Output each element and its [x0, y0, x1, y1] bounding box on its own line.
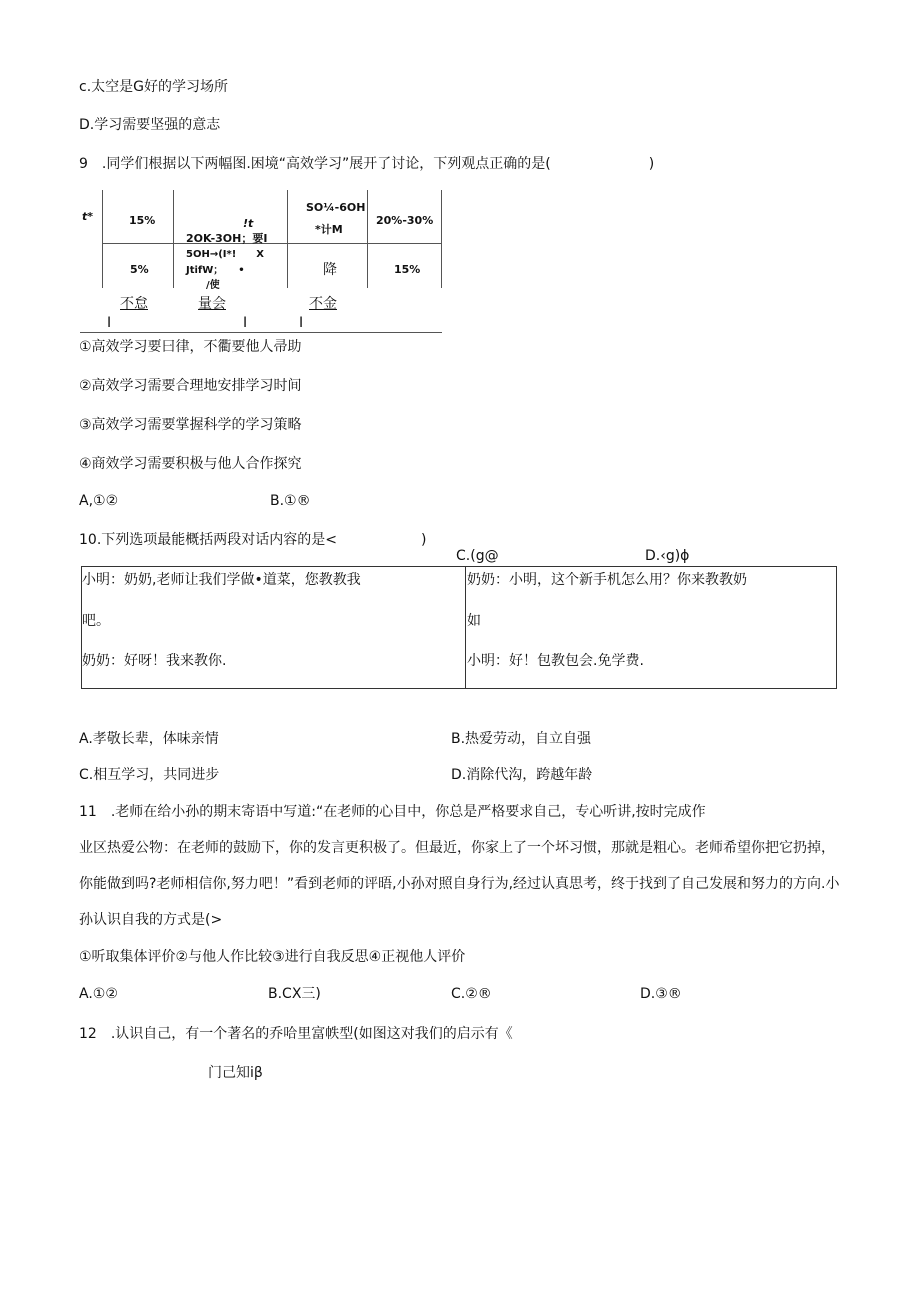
dialogue-right-line: 如: [467, 613, 481, 629]
dialogue-table: [81, 566, 837, 689]
question-10-answer-a: A.孝敬长辈，体味亲情: [79, 731, 219, 747]
question-12-figure-label: 门己知iβ: [208, 1065, 263, 1081]
question-9-stem: 9 .同学们根据以下两幅图.困境“高效学习”展开了讨论，下列观点正确的是( ): [79, 156, 655, 172]
dialogue-divider: [465, 567, 466, 688]
figure-cell: 5OH→(I*! X: [186, 249, 264, 260]
figure-cell: 降: [323, 262, 337, 278]
dialogue-left-line: 奶奶：好呀！我来教你.: [82, 653, 227, 669]
figure-cell: !t: [243, 217, 254, 230]
question-11-stem-line: 孙认识自我的方式是(>: [79, 912, 223, 928]
question-10-option-d: D.‹g)ϕ: [645, 548, 690, 564]
question-11-option-d: D.③®: [640, 986, 682, 1002]
question-11-stem-line: 11 .老师在给小孙的期末寄语中写道:“在老师的心目中，你总是严格要求自己，专心听讲,按时完成作: [79, 804, 706, 820]
question-10-stem: 10.下列选项最能概括两段对话内容的是< ): [79, 532, 427, 548]
figure-label: 量会: [198, 296, 226, 312]
figure-cell: 15%: [129, 214, 156, 227]
figure-cell: 2OK-3OH；要I: [186, 232, 268, 245]
question-11-items: ①听取集体评价②与他人作比较③进行自我反思④正视他人评价: [79, 949, 466, 965]
question-11-option-c: C.②®: [451, 986, 492, 1002]
figure-cell: /使: [206, 280, 220, 291]
question-12-stem: 12 .认识自己，有一个著名的乔哈里富帙型(如图这对我们的启示有《: [79, 1026, 513, 1042]
figure-cell: *计M: [315, 223, 343, 236]
question-9-item-3: ③高效学习需要掌握科学的学习策略: [79, 417, 302, 433]
question-10-option-c: C.(g@: [456, 548, 499, 564]
figure-tick: I: [243, 315, 248, 331]
figure-row-label: t*: [82, 210, 94, 223]
question-11-option-b: B.CX三): [268, 986, 321, 1002]
question-11-stem-line: 你能做到吗?老师相信你,努力吧！”看到老师的评晤,小孙对照自身行为,经过认真思考，终于找到了自己发展和努力的方向.小: [79, 876, 840, 892]
figure-cell: 15%: [394, 263, 421, 276]
question-9-option-b: B.①®: [270, 493, 311, 509]
figure-label: 不怠: [120, 296, 148, 312]
question-10-answer-c: C.相互学习，共同进步: [79, 767, 220, 783]
figure-cell: SO¼-6OH: [306, 201, 366, 214]
grid-line: [173, 190, 174, 288]
dialogue-right-line: 奶奶：小明，这个新手机怎么用？你来教教奶: [467, 572, 747, 588]
dialogue-left-line: 小明：奶奶,老师让我们学做•道菜，您教教我: [82, 572, 361, 588]
grid-line: [102, 243, 441, 244]
question-9-item-4: ④商效学习需要积极与他人合作探究: [79, 456, 302, 472]
dialogue-left-line: 吧。: [82, 613, 110, 629]
grid-line: [102, 190, 103, 288]
grid-line: [287, 190, 288, 288]
option-c-text: c.太空是G好的学习场所: [79, 79, 228, 95]
question-9-figure: [80, 190, 445, 335]
figure-baseline: [80, 332, 442, 333]
figure-cell: 20%-30%: [376, 214, 434, 227]
grid-line: [441, 190, 442, 288]
question-10-answer-d: D.消除代沟，跨越年龄: [451, 767, 593, 783]
question-10-answer-b: B.热爱劳动，自立自强: [451, 731, 592, 747]
grid-line: [367, 190, 368, 288]
figure-label: 不金: [309, 296, 337, 312]
figure-cell: JtifW； •: [186, 265, 245, 276]
question-9-item-1: ①高效学习要曰律，不衢要他人帚助: [79, 339, 302, 355]
question-11-option-a: A.①②: [79, 986, 118, 1002]
figure-tick: I: [299, 315, 304, 331]
figure-cell: 5%: [130, 263, 149, 276]
question-9-item-2: ②高效学习需要合理地安排学习时间: [79, 378, 302, 394]
option-d-text: D.学习需要坚强的意志: [79, 117, 221, 133]
question-11-stem-line: 业区热爱公物：在老师的鼓励下，你的发言更积极了。但最近，你家上了一个坏习惯，那就是粗心。老师希望你把它扔掉，: [79, 840, 835, 856]
dialogue-right-line: 小明：好！包教包会.免学费.: [467, 653, 644, 669]
figure-tick: I: [107, 315, 112, 331]
question-9-option-a: A,①②: [79, 493, 119, 509]
